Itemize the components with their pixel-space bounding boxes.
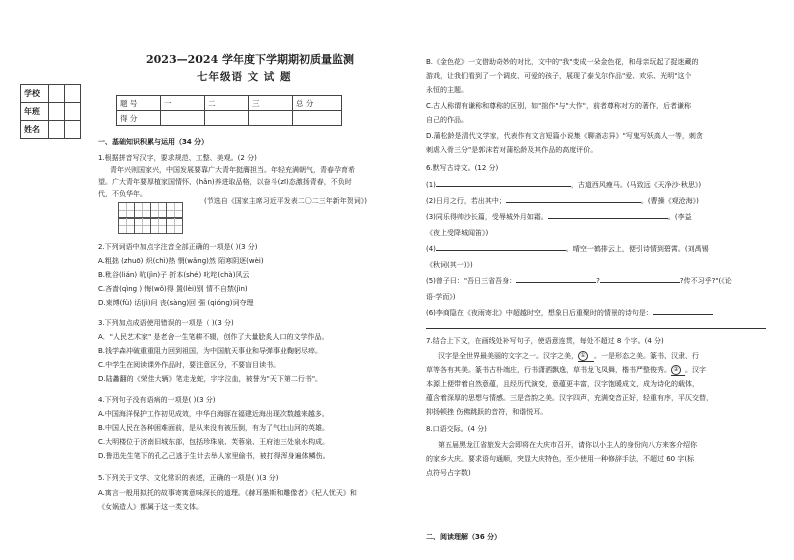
info-label: 学校 <box>21 85 49 103</box>
question-7-passage: 本源上便带着自然意蕴，且经历代演变，意蕴更丰富，汉字饱暖成文，成为诗化的载体， <box>426 380 699 388</box>
answer-blank[interactable] <box>506 202 641 203</box>
student-info-table <box>20 84 81 139</box>
question-5-option-d-cont: 刺虐入骨三分"是郭沫若对蒲松龄及其作品的高度评价。 <box>426 146 598 154</box>
writing-grid[interactable] <box>118 217 182 234</box>
score-header: 题 号 <box>117 96 161 111</box>
question-4-option-b[interactable]: B.中国人民在各种困难面前，是从来没有被压倒，有为了气壮山河的英雄。 <box>98 424 330 432</box>
recitation-3: (3)同乐得帅沙长篇，受辱城外月如霜。 。(李益 <box>426 213 692 221</box>
question-8-prompt: 第五届黑龙江省旅发大会即将在大庆市召开，请你以小主人的身份向八方来客介绍你 <box>438 441 697 449</box>
recitation-2: (2)日月之行，若出其中； 。(曹操《观沧海》) <box>426 197 699 205</box>
question-7: 7.结合上下文，在画线处补写句子，使语意连贯，每处不超过 8 个字。(4 分) <box>426 337 664 345</box>
answer-blank[interactable] <box>436 186 571 187</box>
score-header: 一 <box>161 96 205 111</box>
question-5-option-c-cont: 自己的作品。 <box>426 116 468 124</box>
question-2: 2.下列词语中加点字注音全部正确的一项是( )(3 分) <box>98 243 258 251</box>
recitation-6: (6)李商隐在《夜雨寄北》中超越时空，想象日后重聚时的情景的诗句是： <box>426 308 713 318</box>
answer-blank[interactable] <box>436 250 566 251</box>
question-1-source: (节选自《国家主席习近平发表二〇二三年新年贺词》) <box>204 197 367 205</box>
question-5-option-a-cont: 《女娲造人》都属于这一类文体。 <box>98 503 203 511</box>
info-label: 姓名 <box>21 121 49 139</box>
question-7-passage: 蕴含着深厚的思想与情感。三是音韵之美。汉字四声，充满变音正好，轻重有序，平仄交替， <box>426 394 713 402</box>
question-2-option-c[interactable]: C.吝啬(qìng ) 悔(wǒ)得 置(lèi)别 情不自禁(jìn) <box>98 285 248 293</box>
question-8: 8.口语交际。(4 分) <box>426 425 487 433</box>
grid-cell[interactable] <box>166 217 183 234</box>
recitation-6-line <box>426 322 766 332</box>
question-2-option-d[interactable]: D.束缚(fù) 话(jì)问 丧(sàng)回 强 (qióng)词夺理 <box>98 299 254 307</box>
question-5-option-a[interactable]: A.寓言一般用拟托的故事寄寓意味深长的道理。《赫耳墨斯和雕像者》《杞人忧天》和 <box>98 489 357 497</box>
question-5-option-b[interactable]: B.《金色花》一文借助奇妙的对比，文中的"我"变成一朵金色花，和母亲玩起了捉迷藏的 <box>426 58 699 66</box>
score-table <box>116 95 342 126</box>
question-3-option-c[interactable]: C.中学生在阅读课外作品时，要注意区分，不要盲目读书。 <box>98 361 281 369</box>
question-1-passage: 望。广大青年要厚植家国情怀、(hǎn)养进取品格，以奋斗(zī)态激扬青春，不负时 <box>98 178 352 186</box>
score-cell[interactable] <box>249 111 293 126</box>
recitation-3-source: 《夜上受降城闻笛》) <box>426 229 489 237</box>
page-subtitle: 七年级语 文 试 题 <box>197 71 292 83</box>
question-3-option-d[interactable]: D.陆蠡翻的《荣佳大辆》笔走龙蛇，宇字泣血，被誉为"天下第二行书"。 <box>98 375 323 383</box>
question-7-passage: 抑扬顿挫 伤佛跳跃的音符，和谐悦耳。 <box>426 408 548 416</box>
answer-blank[interactable] <box>600 282 680 283</box>
info-cell[interactable] <box>49 85 65 103</box>
answer-blank[interactable] <box>516 282 596 283</box>
question-2-option-a[interactable]: A.粗拙 (zhuō) 炽(chì)热 惘(wǎng)然 陌寒阴逐(wèi) <box>98 257 264 265</box>
question-5-option-b-cont: 永恒的主题。 <box>426 86 468 94</box>
score-header: 总 分 <box>293 96 342 111</box>
question-7-passage: 草等各有其美。篆书古朴端庄，行书潇洒飘逸，草书龙飞凤舞，楷书严整俊秀。 ② 。汉字 <box>426 366 706 374</box>
question-3: 3.下列加点成语使用错误的一项是（ )(3 分) <box>98 319 234 327</box>
info-cell[interactable] <box>49 103 65 121</box>
answer-blank[interactable] <box>671 365 685 376</box>
recitation-5: (5)曾子曰："吾日三省吾身： ? ?传不习乎?"(《论 <box>426 277 732 285</box>
blank-marker-2: ② <box>671 365 681 375</box>
answer-blank[interactable] <box>548 218 668 219</box>
question-4-option-a[interactable]: A.中国海洋保护工作初见成效，中华白海豚在福建近海出现次数越来越多。 <box>98 410 329 418</box>
score-cell[interactable] <box>205 111 249 126</box>
question-1: 1.根据拼音写汉字，要求规范、工整、美观。(2 分) <box>98 154 257 162</box>
question-5: 5.下列关于文学、文化常识的表述，正确的一项是( )(3 分) <box>98 474 279 482</box>
question-5-option-d[interactable]: D.蒲松龄是清代文学家，代表作有文言短篇小说集《聊斋志异》"写鬼写妖高人一等，刺贪 <box>426 132 703 140</box>
info-cell[interactable] <box>49 121 65 139</box>
question-3-option-a[interactable]: A．"人民艺术家" 是老舍一生笔耕不辍，创作了大量脍炙人口的文学作品。 <box>98 333 329 341</box>
question-1-passage: 代，不负华年。 <box>98 190 147 198</box>
answer-blank[interactable] <box>653 314 713 315</box>
grid-cell[interactable] <box>134 217 151 234</box>
score-header: 三 <box>249 96 293 111</box>
answer-blank[interactable] <box>578 351 594 362</box>
info-cell[interactable] <box>65 85 81 103</box>
question-6: 6.默写古诗文。(12 分) <box>426 164 499 172</box>
info-cell[interactable] <box>65 103 81 121</box>
question-5-option-b-cont: 游戏，让我们看到了一个调皮、可爱的孩子，展现了泰戈尔作品"爱、欢乐、光明"这个 <box>426 72 692 80</box>
question-3-option-b[interactable]: B.钱学森冲破重重阻力回到祖国，为中国航天事业和导弹事业鞠躬尽瘁。 <box>98 347 323 355</box>
score-header: 二 <box>205 96 249 111</box>
question-2-option-b[interactable]: B.秕谷(lián) 吭(jìn)子 折本(shé) 叱咤(chà)风云 <box>98 271 250 279</box>
grid-cell[interactable] <box>150 217 167 234</box>
info-label: 年班 <box>21 103 49 121</box>
grid-cell[interactable] <box>118 217 135 234</box>
question-5-option-c[interactable]: C.古人称谓有谦称和尊称的区别，如"拙作"与"大作"，前者尊称对方的著作，后者谦称 <box>426 102 691 110</box>
question-4-option-c[interactable]: C.大明楼位于济南旧城东部，包括珍珠泉、芙蓉泉、王府池三处泉水构成。 <box>98 438 330 446</box>
question-1-passage: 青年兴则国家兴，中国发展要靠广大青年挺膺担当。年轻充满朝气，青春孕育希 <box>110 166 355 174</box>
recitation-5-source: 语·学而》) <box>426 293 456 301</box>
question-7-passage: 汉字是全世界最美丽的文字之一。汉字之美， ① 。一是形态之美。篆书、汉隶、行 <box>438 352 699 360</box>
question-4-option-d[interactable]: D.鲁迅先生笔下的孔乙己逃于生计去举人家里偷书，被打得浑身遍体鳞伤。 <box>98 452 330 460</box>
recitation-4-source: 《秋词(其一)》) <box>426 261 473 269</box>
section-1-heading: 一、基础知识积累与运用（34 分） <box>98 138 209 146</box>
question-4: 4.下列句子没有语病的一项是( )(3 分) <box>98 396 216 404</box>
question-8-prompt: 的家乡大庆。要求语句通顺，突显大庆特色，至少使用一种修辞手法，不超过 60 字(标 <box>426 455 695 463</box>
answer-blank[interactable] <box>426 328 766 329</box>
page-title: 2023—2024 学年度下学期期初质量监测 <box>146 53 355 66</box>
blank-marker-1: ① <box>578 351 588 361</box>
question-8-prompt: 点符号占字数) <box>426 469 471 477</box>
recitation-4: (4) 。晴空一鹤排云上，便引诗情到碧霄。(刘禹锡 <box>426 245 709 253</box>
score-cell[interactable] <box>293 111 342 126</box>
info-cell[interactable] <box>65 121 81 139</box>
score-row-label: 得 分 <box>117 111 161 126</box>
section-2-heading: 二、阅读理解（36 分） <box>426 533 502 541</box>
score-cell[interactable] <box>161 111 205 126</box>
recitation-1: (1) ，古道西风瘦马。(马致远《天净沙·秋思》) <box>426 181 702 189</box>
